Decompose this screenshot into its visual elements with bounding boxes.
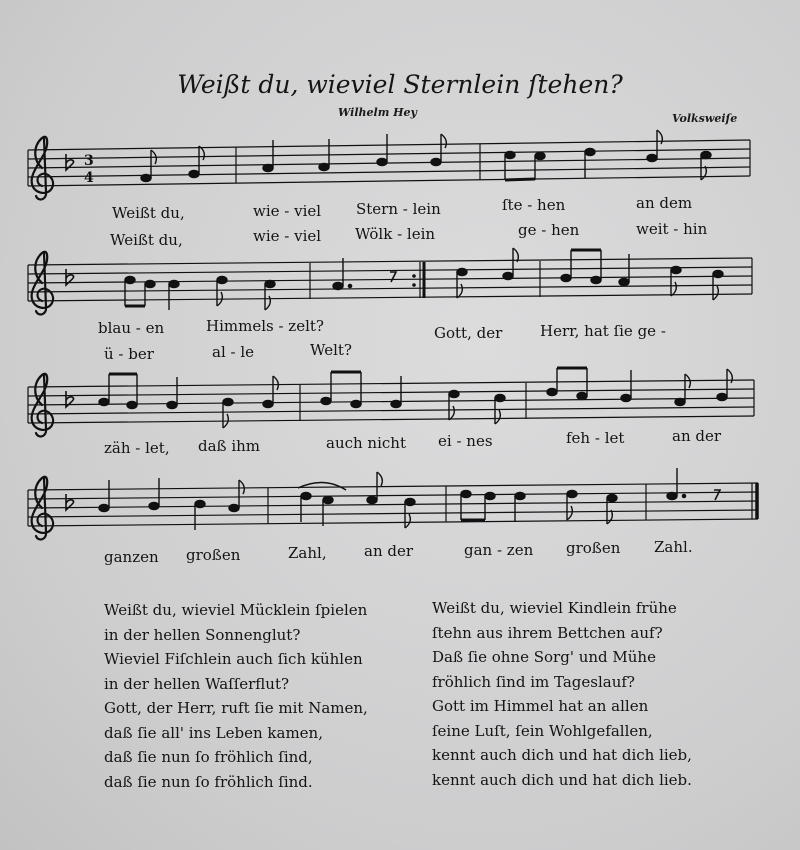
verse-right-line: ſtehn aus ihrem Bettchen auf? [432, 623, 663, 642]
verse-right-line: Gott im Himmel hat an allen [432, 697, 649, 715]
verse-left [104, 598, 368, 794]
lyric-line4-w6: großen [566, 539, 621, 557]
lyric-line1-v1-w2: wie - viel [253, 202, 322, 220]
lyric-line1-v1-w4: ſte - hen [502, 196, 566, 214]
lyric-line4-w3: Zahl, [288, 544, 327, 562]
verse-right-line: kennt auch dich und hat dich lieb, [432, 746, 692, 764]
verse-right-line: kennt auch dich und hat dich lieb. [432, 770, 692, 789]
lyric-line1-v1-w3: Stern - lein [356, 200, 441, 218]
lyric-line4-w2: großen [186, 546, 241, 564]
verse-left-line: Wieviel Fiſchlein auch ſich kühlen [104, 650, 363, 668]
lyric-line2-v1-w2: Himmels - zelt? [206, 317, 324, 335]
lyric-line2-v2-w3: Welt? [310, 341, 352, 359]
lyric-line1-v1-w1: Weißt du, [112, 204, 185, 222]
lyric-line1-v2-w3: Wölk - lein [355, 225, 436, 243]
verse-right-line: ſeine Luſt, ſein Wohlgefallen, [432, 721, 653, 740]
lyricist-credit: Wilhelm Hey [338, 106, 417, 119]
lyric-line4-w1: ganzen [104, 548, 159, 566]
lyric-line3-w2: daß ihm [198, 437, 261, 455]
lyric-line3-w6: an der [672, 427, 722, 445]
melody-credit: Volksweiſe [672, 112, 738, 125]
lyric-line2-v2-w1: ü - ber [104, 345, 154, 363]
verse-left-line: in der hellen Sonnenglut? [104, 625, 301, 644]
staff-1 [28, 130, 750, 199]
lyric-line2-v1-w3: Gott, der [434, 324, 503, 342]
verse-right-line: fröhlich ſind im Tageslauf? [432, 672, 635, 691]
lyric-line2-v2-w2: al - le [212, 343, 255, 361]
verse-left-line: Gott, der Herr, ruft ſie mit Namen, [104, 699, 368, 717]
staff-2 [28, 248, 752, 314]
verse-right-line: Daß ſie ohne Sorg' und Mühe [432, 648, 656, 666]
verse-left-line: Weißt du, wieviel Mücklein ſpielen [104, 601, 368, 619]
song-title: Weißt du, wieviel Sternlein ſtehen? [177, 70, 623, 99]
svg-text:3: 3 [84, 153, 94, 169]
lyric-line1-v1-w5: an dem [636, 194, 693, 212]
verse-left-line: in der hellen Waſſerflut? [104, 674, 290, 693]
lyric-line1-v2-w4: ge - hen [518, 221, 580, 239]
verse-left-line: daß ſie nun ſo fröhlich ſind, [104, 748, 313, 766]
lyric-line3-w4: ei - nes [438, 432, 493, 450]
lyric-line4-w4: an der [364, 542, 414, 560]
lyric-line2-v1-w1: blau - en [98, 319, 165, 337]
staff-3 [28, 368, 754, 436]
lyric-line3-w1: zäh - let, [104, 439, 170, 457]
lyric-line4-w7: Zahl. [654, 538, 693, 556]
verse-right-line: Weißt du, wieviel Kindlein frühe [432, 599, 677, 617]
svg-text:4: 4 [84, 170, 94, 186]
lyric-line2-v1-w4: Herr, hat ſie ge - [540, 322, 666, 340]
lyric-line1-v2-w5: weit - hin [636, 220, 708, 238]
lyric-line1-v2-w2: wie - viel [253, 227, 322, 245]
verse-right [432, 596, 692, 792]
lyric-line1-v2-w1: Weißt du, [110, 231, 183, 249]
verse-left-line: daß ſie all' ins Leben kamen, [104, 723, 323, 742]
lyric-line4-w5: gan - zen [464, 541, 534, 559]
lyric-line3-w3: auch nicht [326, 434, 406, 452]
lyric-line3-w5: feh - let [566, 429, 625, 447]
verse-left-line: daß ſie nun ſo fröhlich ſind. [104, 772, 313, 791]
staff-4 [28, 468, 758, 539]
